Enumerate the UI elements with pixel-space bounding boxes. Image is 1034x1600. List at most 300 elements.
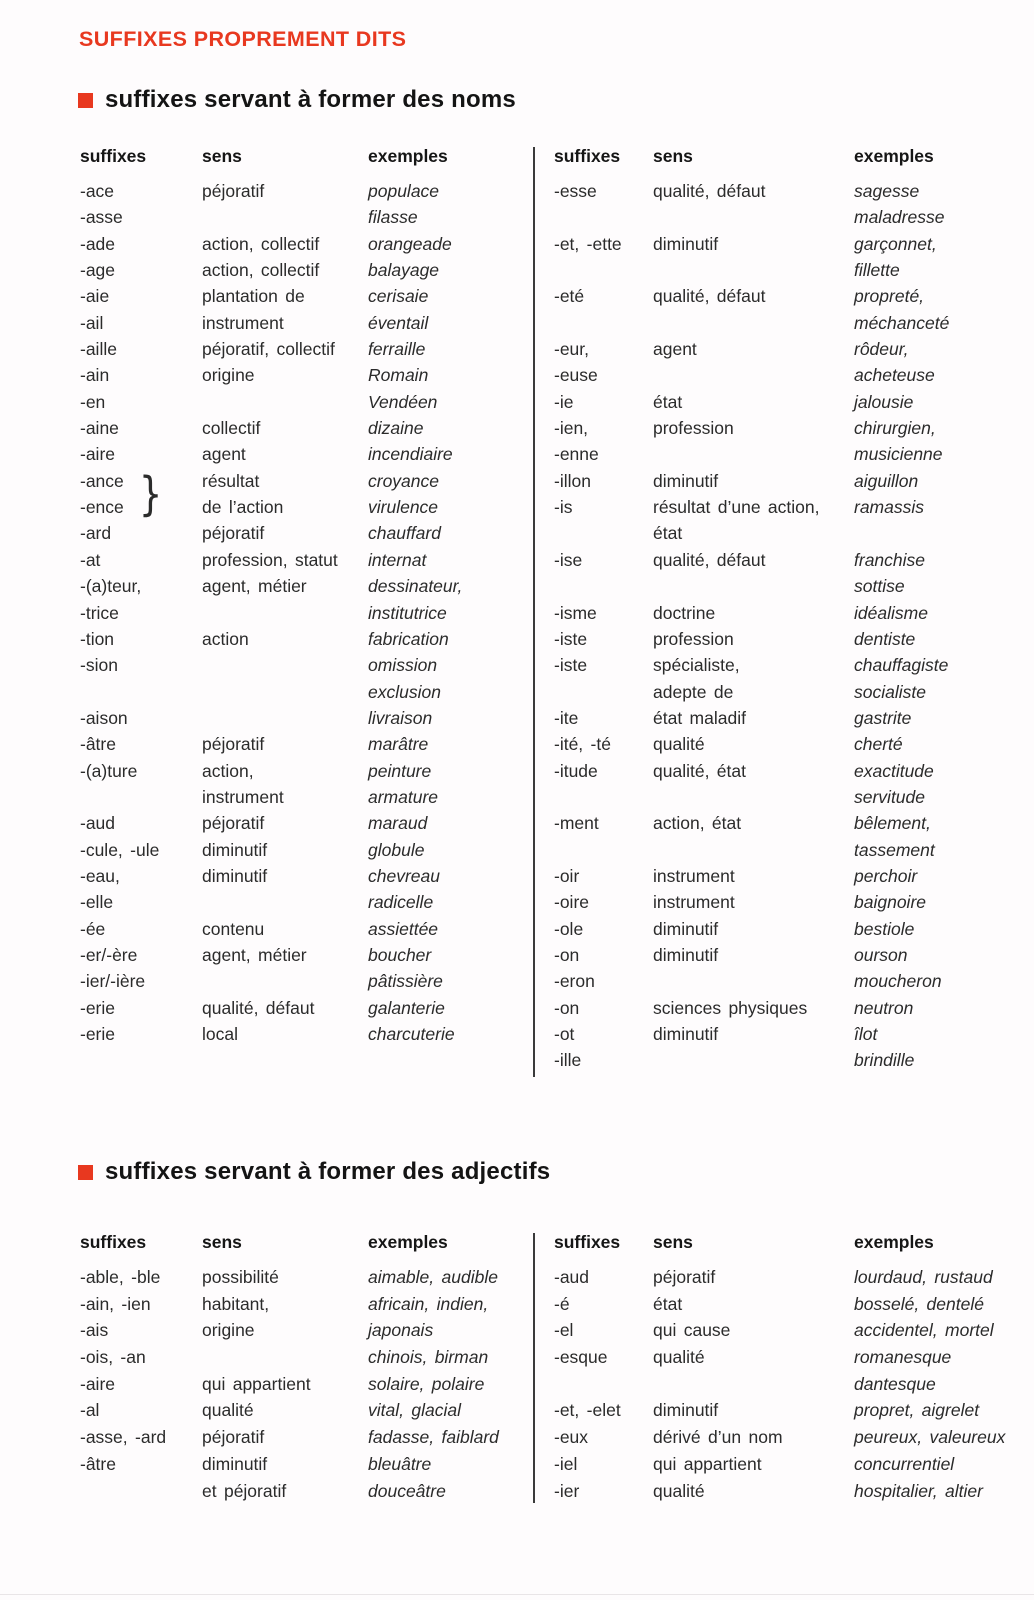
example-cell: globule <box>368 839 425 860</box>
suffix-cell: -ien, <box>554 418 589 439</box>
example-cell: Romain <box>368 365 429 386</box>
suffix-cell: -aison <box>80 707 128 728</box>
suffix-cell: -ment <box>554 813 599 834</box>
sens-cell: qualité <box>202 1400 254 1421</box>
example-cell: dentiste <box>854 628 916 649</box>
example-cell: douceâtre <box>368 1480 446 1501</box>
suffix-cell: -ace <box>80 181 115 201</box>
example-cell: chirurgien, <box>854 418 936 439</box>
suffix-cell: -asse, -ard <box>80 1427 167 1448</box>
table-row <box>554 810 1004 836</box>
sens-cell: diminutif <box>653 1024 719 1044</box>
suffix-cell: -esse <box>554 181 597 201</box>
example-cell: galanterie <box>368 997 445 1018</box>
table-row <box>80 1264 530 1291</box>
example-cell: garçonnet, <box>854 233 937 254</box>
table-row <box>80 547 530 573</box>
table-row <box>80 784 530 810</box>
table-row <box>554 389 1004 415</box>
example-cell: solaire, polaire <box>368 1373 485 1394</box>
sens-cell <box>202 389 368 415</box>
table-row <box>80 231 530 257</box>
sens-cell <box>653 837 854 863</box>
suffix-cell: -er/-ère <box>80 944 138 965</box>
table-row <box>554 758 1004 784</box>
suffix-cell: -ité, -té <box>554 734 611 755</box>
suffix-cell: -ade <box>80 233 116 254</box>
sens-cell: agent, métier <box>202 944 307 965</box>
example-cell: propret, aigrelet <box>854 1400 980 1421</box>
section-title-adjectifs: suffixes servant à former des adjectifs <box>105 1158 551 1185</box>
sens-cell: qui appartient <box>202 1373 311 1394</box>
table-header-row <box>554 1232 1004 1264</box>
example-cell <box>854 520 1004 546</box>
example-cell: balayage <box>368 260 440 281</box>
sens-cell <box>653 573 854 599</box>
suffix-cell: -sion <box>80 655 118 676</box>
sens-cell: diminutif <box>653 233 719 254</box>
sens-cell: état maladif <box>653 707 746 728</box>
suffix-cell: -(a)ture <box>80 760 138 781</box>
sens-cell: péjoratif, collectif <box>202 339 335 360</box>
sens-cell <box>653 1047 854 1073</box>
adjectifs-table-right <box>554 1232 1004 1504</box>
suffix-cell: -iste <box>554 628 588 649</box>
table-row <box>554 1291 1004 1318</box>
sens-cell <box>202 204 368 230</box>
table-row <box>554 705 1004 731</box>
example-cell: rôdeur, <box>854 339 909 360</box>
example-cell: croyance <box>368 470 440 491</box>
table-row <box>80 178 530 204</box>
table-row <box>554 231 1004 257</box>
suffix-cell: -el <box>554 1320 574 1341</box>
example-cell: charcuterie <box>368 1024 455 1044</box>
sens-cell: instrument <box>202 312 284 333</box>
sens-cell: action, collectif <box>202 233 320 254</box>
table-row <box>80 389 530 415</box>
sens-cell: état <box>653 1293 683 1314</box>
table-row <box>80 810 530 836</box>
example-cell: socialiste <box>854 681 926 702</box>
suffix-cell: -elle <box>80 892 114 913</box>
suffix-cell: -aire <box>80 1373 116 1394</box>
example-cell: accidentel, mortel <box>854 1320 994 1341</box>
section-heading-noms <box>78 86 516 114</box>
suffix-cell <box>554 679 653 705</box>
suffix-cell: -ard <box>80 523 112 544</box>
suffix-cell: -en <box>80 391 106 412</box>
example-cell: boucher <box>368 944 432 965</box>
sens-cell: qualité <box>653 1480 705 1501</box>
noms-table-left <box>80 146 530 1047</box>
suffix-cell: -aud <box>80 813 116 834</box>
suffix-cell: -oire <box>554 892 590 913</box>
example-cell: perchoir <box>854 865 918 886</box>
table-row <box>554 468 1004 494</box>
table-row <box>554 626 1004 652</box>
table-row <box>554 336 1004 362</box>
sens-cell: et péjoratif <box>202 1480 287 1501</box>
sens-cell: péjoratif <box>653 1267 716 1287</box>
example-cell: moucheron <box>854 971 942 992</box>
sens-cell: adepte de <box>653 681 734 702</box>
example-cell: vital, glacial <box>368 1400 461 1421</box>
example-cell: exclusion <box>368 681 441 702</box>
suffix-cell: -âtre <box>80 1453 116 1474</box>
table-row <box>554 600 1004 626</box>
example-cell: ferraille <box>368 339 426 360</box>
example-cell: fadasse, faiblard <box>368 1427 499 1448</box>
suffix-cell: -ence <box>80 497 124 518</box>
red-square-bullet <box>78 1165 93 1180</box>
table-header-row <box>80 146 530 178</box>
sens-cell <box>202 652 368 678</box>
table-row <box>554 837 1004 863</box>
example-cell: chauffagiste <box>854 655 949 676</box>
sens-cell: diminutif <box>653 1400 719 1421</box>
table-row <box>554 520 1004 546</box>
column-header-sens: sens <box>202 1232 242 1252</box>
sens-cell: péjoratif <box>202 523 265 544</box>
page-title: SUFFIXES PROPREMENT DITS <box>79 27 407 51</box>
sens-cell: collectif <box>202 418 261 439</box>
suffix-cell: -eté <box>554 286 585 307</box>
example-cell: peureux, valeureux <box>854 1427 1006 1448</box>
sens-cell <box>202 1344 368 1371</box>
suffix-cell: -aine <box>80 418 119 439</box>
table-row <box>554 731 1004 757</box>
sens-cell: local <box>202 1024 238 1044</box>
example-cell: dessinateur, <box>368 576 463 597</box>
sens-cell: spécialiste, <box>653 655 740 676</box>
sens-cell: profession, statut <box>202 549 338 570</box>
sens-cell: diminutif <box>653 944 719 965</box>
suffix-cell: -âtre <box>80 734 116 755</box>
suffix-cell <box>554 257 653 283</box>
table-row <box>554 441 1004 467</box>
table-row <box>80 362 530 388</box>
example-cell: bestiole <box>854 918 915 939</box>
suffix-cell: -enne <box>554 444 599 465</box>
suffix-cell: -ais <box>80 1320 109 1341</box>
table-row <box>554 1478 1004 1505</box>
suffix-cell: -ot <box>554 1024 575 1044</box>
table-row <box>554 1047 1004 1073</box>
example-cell: îlot <box>854 1024 878 1044</box>
table-row <box>80 573 530 599</box>
suffix-cell: -ain <box>80 365 110 386</box>
sens-cell: profession <box>653 418 734 439</box>
table-header-row <box>554 146 1004 178</box>
suffix-cell: -ier <box>554 1480 580 1501</box>
table-row <box>554 257 1004 283</box>
example-cell: incendiaire <box>368 444 453 465</box>
example-cell: hospitalier, altier <box>854 1480 983 1501</box>
example-cell: ourson <box>854 944 908 965</box>
suffix-cell: -asse <box>80 207 123 228</box>
column-header-suffixes: suffixes <box>554 146 621 166</box>
example-cell: filasse <box>368 207 418 228</box>
suffix-cell: -euse <box>554 365 598 386</box>
example-cell: sottise <box>854 576 905 597</box>
suffix-cell: -age <box>80 260 116 281</box>
example-cell: assiettée <box>368 918 439 939</box>
table-row <box>554 863 1004 889</box>
column-header-exemples: exemples <box>854 146 934 166</box>
sens-cell <box>653 784 854 810</box>
table-row <box>554 547 1004 573</box>
sens-cell <box>202 889 368 915</box>
sens-cell: qui appartient <box>653 1453 762 1474</box>
example-cell: dizaine <box>368 418 424 439</box>
table-row <box>554 204 1004 230</box>
suffix-cell <box>554 520 653 546</box>
example-cell: servitude <box>854 786 926 807</box>
suffix-cell: -aud <box>554 1267 590 1287</box>
example-cell: concurrentiel <box>854 1453 955 1474</box>
table-row <box>554 679 1004 705</box>
suffix-cell: -ie <box>554 391 574 412</box>
example-cell: idéalisme <box>854 602 928 623</box>
column-header-sens: sens <box>653 1232 693 1252</box>
sens-cell: qualité <box>653 1347 705 1368</box>
sens-cell: plantation de <box>202 286 305 307</box>
sens-cell: action <box>202 628 249 649</box>
page-edge-line <box>0 1594 1034 1595</box>
example-cell: lourdaud, rustaud <box>854 1267 993 1287</box>
table-row <box>80 1317 530 1344</box>
sens-cell <box>653 441 854 467</box>
example-cell: romanesque <box>854 1347 952 1368</box>
suffix-cell: -eux <box>554 1427 589 1448</box>
sens-cell: action, <box>202 760 254 781</box>
example-cell: institutrice <box>368 602 447 623</box>
example-cell: virulence <box>368 497 439 518</box>
column-header-sens: sens <box>653 146 693 166</box>
example-cell: gastrite <box>854 707 912 728</box>
table-row <box>80 1478 530 1505</box>
table-row <box>554 942 1004 968</box>
sens-cell: contenu <box>202 918 265 939</box>
table-row <box>554 573 1004 599</box>
suffix-cell <box>80 784 202 810</box>
suffix-cell: -illon <box>554 470 591 491</box>
example-cell: cherté <box>854 734 903 755</box>
suffix-cell: -ite <box>554 707 579 728</box>
table-row <box>80 1021 530 1047</box>
sens-cell: doctrine <box>653 602 716 623</box>
table-row <box>80 626 530 652</box>
example-cell: Vendéen <box>368 391 438 412</box>
table-row <box>554 1397 1004 1424</box>
sens-cell: qualité, défaut <box>653 181 766 201</box>
sens-cell: agent <box>653 339 697 360</box>
sens-cell: péjoratif <box>202 181 265 201</box>
example-cell: dantesque <box>854 1373 936 1394</box>
table-row <box>80 520 530 546</box>
table-row <box>554 310 1004 336</box>
table-row <box>80 968 530 994</box>
example-cell: bleuâtre <box>368 1453 432 1474</box>
suffix-cell: -iel <box>554 1453 578 1474</box>
table-row <box>80 837 530 863</box>
suffix-cell: -trice <box>80 602 119 623</box>
sens-cell: diminutif <box>653 918 719 939</box>
suffix-cell: -is <box>554 497 573 518</box>
table-row <box>80 679 530 705</box>
column-header-suffixes: suffixes <box>80 1232 147 1252</box>
table-row <box>80 1451 530 1478</box>
sens-cell: résultat d’une action, <box>653 497 820 518</box>
example-cell: radicelle <box>368 892 434 913</box>
sens-cell: qualité, défaut <box>202 997 315 1018</box>
example-cell: brindille <box>854 1050 915 1071</box>
suffix-cell: -eau, <box>80 865 120 886</box>
table-row <box>80 1291 530 1318</box>
example-cell: aiguillon <box>854 470 919 491</box>
suffix-cell: -ail <box>80 312 104 333</box>
example-cell: tassement <box>854 839 935 860</box>
adjectifs-table-left <box>80 1232 530 1504</box>
table-row <box>80 758 530 784</box>
table-row <box>80 1424 530 1451</box>
suffix-cell: -on <box>554 997 580 1018</box>
suffix-cell: -ée <box>80 918 106 939</box>
table-row <box>554 889 1004 915</box>
suffix-cell <box>80 679 202 705</box>
sens-cell: diminutif <box>202 865 268 886</box>
suffix-cell <box>80 1478 202 1505</box>
suffix-cell: -(a)teur, <box>80 576 142 597</box>
sens-cell: instrument <box>202 786 284 807</box>
table-row <box>554 494 1004 520</box>
sens-cell: qui cause <box>653 1320 731 1341</box>
example-cell: japonais <box>368 1320 434 1341</box>
suffix-cell: -aire <box>80 444 116 465</box>
table-row <box>80 995 530 1021</box>
suffix-cell: -ole <box>554 918 584 939</box>
column-divider <box>533 147 535 1077</box>
suffix-cell: -ois, -an <box>80 1347 146 1368</box>
example-cell: bêlement, <box>854 813 931 834</box>
section-title-noms: suffixes servant à former des noms <box>105 86 516 113</box>
table-row <box>80 1371 530 1398</box>
red-square-bullet <box>78 93 93 108</box>
sens-cell <box>202 679 368 705</box>
example-cell: populace <box>368 181 440 201</box>
sens-cell: diminutif <box>202 839 268 860</box>
example-cell: marâtre <box>368 734 429 755</box>
table-row <box>554 178 1004 204</box>
table-row <box>554 1317 1004 1344</box>
table-row <box>80 1397 530 1424</box>
example-cell: orangeade <box>368 233 452 254</box>
suffix-cell: -eur, <box>554 339 590 360</box>
example-cell: ramassis <box>854 497 925 518</box>
table-row <box>80 204 530 230</box>
column-header-suffixes: suffixes <box>554 1232 621 1252</box>
suffix-cell: -et, -elet <box>554 1400 621 1421</box>
table-row <box>80 889 530 915</box>
suffix-cell <box>554 573 653 599</box>
example-cell: livraison <box>368 707 433 728</box>
suffix-cell: -oir <box>554 865 580 886</box>
sens-cell: profession <box>653 628 734 649</box>
sens-cell: qualité <box>653 734 705 755</box>
sens-cell: qualité, défaut <box>653 549 766 570</box>
sens-cell: sciences physiques <box>653 997 808 1018</box>
table-row <box>80 731 530 757</box>
sens-cell: agent, métier <box>202 576 307 597</box>
column-header-exemples: exemples <box>368 146 448 166</box>
sens-cell <box>653 204 854 230</box>
sens-cell <box>202 705 368 731</box>
suffix-cell: -eron <box>554 971 595 992</box>
suffix-cell: -esque <box>554 1347 608 1368</box>
table-row <box>554 968 1004 994</box>
sens-cell <box>653 968 854 994</box>
suffix-cell: -ise <box>554 549 583 570</box>
table-row <box>554 1371 1004 1398</box>
example-cell: baignoire <box>854 892 926 913</box>
suffix-cell: -ain, -ien <box>80 1293 151 1314</box>
example-cell: jalousie <box>854 391 914 412</box>
suffix-cell: -ier/-ière <box>80 971 146 992</box>
sens-cell <box>202 968 368 994</box>
table-row <box>80 863 530 889</box>
table-row <box>554 995 1004 1021</box>
column-header-exemples: exemples <box>854 1232 934 1252</box>
sens-cell: péjoratif <box>202 734 265 755</box>
sens-cell: action, collectif <box>202 260 320 281</box>
example-cell: maladresse <box>854 207 945 228</box>
table-row <box>554 652 1004 678</box>
suffix-cell: -aie <box>80 286 110 307</box>
suffix-cell: -al <box>80 1400 100 1421</box>
example-cell: maraud <box>368 813 428 834</box>
example-cell: neutron <box>854 997 914 1018</box>
sens-cell: qualité, défaut <box>653 286 766 307</box>
example-cell: musicienne <box>854 444 943 465</box>
example-cell: africain, indien, <box>368 1293 489 1314</box>
suffix-cell: -aille <box>80 339 117 360</box>
example-cell: propreté, <box>854 286 925 307</box>
suffix-cell: -at <box>80 549 101 570</box>
example-cell: chinois, birman <box>368 1347 489 1368</box>
suffix-cell: -able, -ble <box>80 1267 161 1287</box>
table-row <box>554 415 1004 441</box>
column-header-suffixes: suffixes <box>80 146 147 166</box>
example-cell: franchise <box>854 549 926 570</box>
table-row <box>80 652 530 678</box>
example-cell: chevreau <box>368 865 440 886</box>
sens-cell: de l’action <box>202 497 284 518</box>
example-cell: omission <box>368 655 438 676</box>
suffix-cell: -itude <box>554 760 598 781</box>
table-row <box>554 1451 1004 1478</box>
example-cell: sagesse <box>854 181 920 201</box>
sens-cell: origine <box>202 365 255 386</box>
section-heading-adjectifs <box>78 1158 550 1186</box>
noms-table-right <box>554 146 1004 1074</box>
suffix-cell <box>554 204 653 230</box>
example-cell: cerisaie <box>368 286 429 307</box>
suffix-cell <box>554 310 653 336</box>
sens-cell: habitant, <box>202 1293 270 1314</box>
sens-cell: possibilité <box>202 1267 279 1287</box>
suffix-cell: -on <box>554 944 580 965</box>
